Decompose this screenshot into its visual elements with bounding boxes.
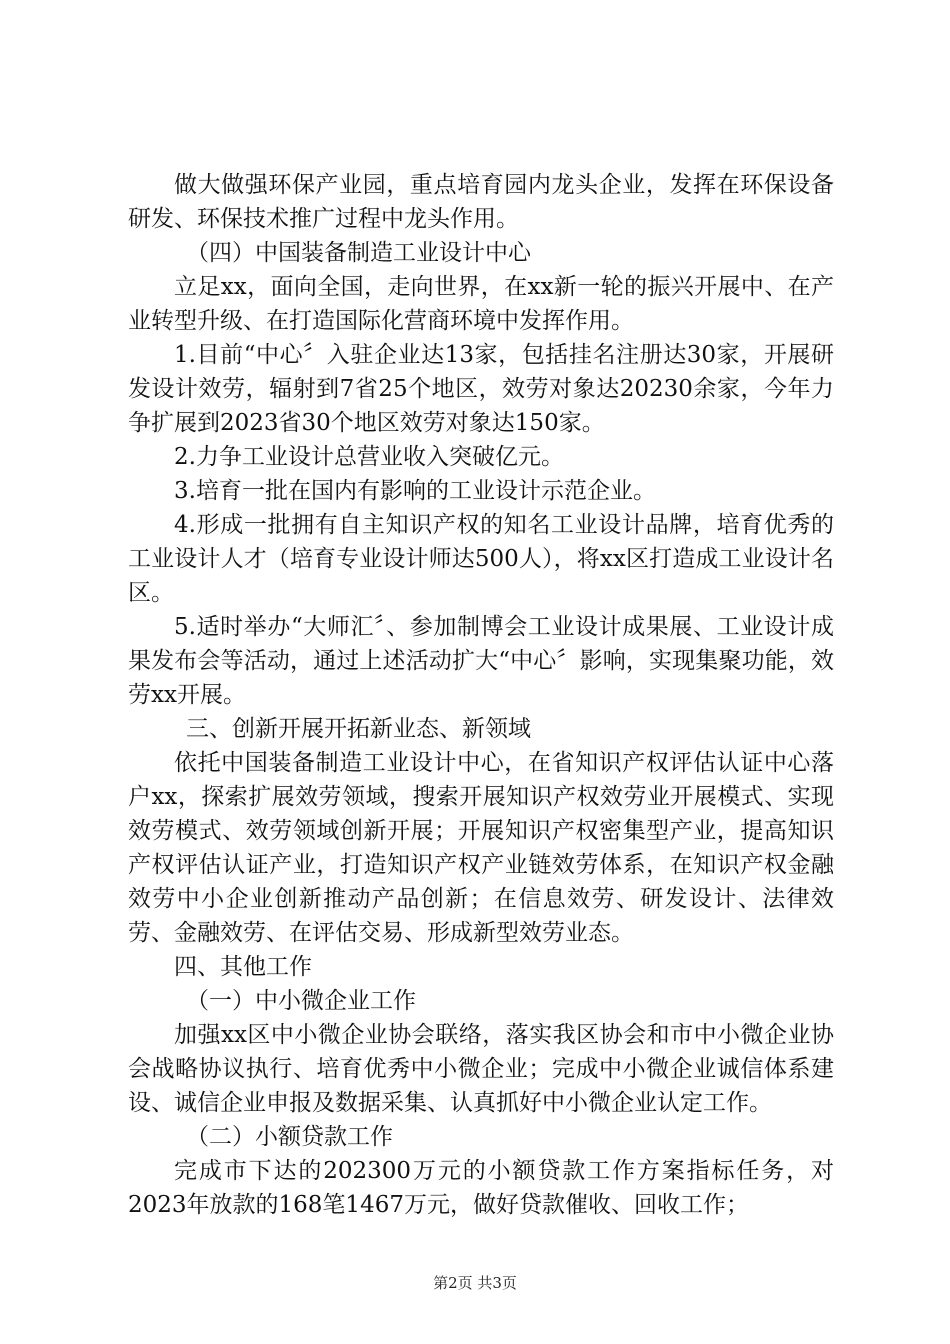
list-item-5: 5.适时举办“大师汇〞、参加制博会工业设计成果展、工业设计成果发布会等活动，通过上述活动扩大“中心〞影响，实现集聚功能，效劳xx开展。 [128,614,834,708]
document-body [128,168,834,1222]
list-item-1: 1.目前“中心〞入驻企业达13家，包括挂名注册达30家，开展研发设计效劳，辐射到7省25个地区，效劳对象达20230余家，今年力争扩展到2023省30个地区效劳对象达150家。 [128,342,834,436]
heading-microloan-work: （二）小额贷款工作 [186,1124,393,1150]
paragraph-environmental-park: 做大做强环保产业园，重点培育园内龙头企业，发挥在环保设备研发、环保技术推广过程中龙头作用。 [128,172,834,232]
list-item-2: 2.力争工业设计总营业收入突破亿元。 [174,444,564,470]
paragraph-sme-work: 加强xx区中小微企业协会联络，落实我区协会和市中小微企业协会战略协议执行、培育优秀中小微企业；完成中小微企业诚信体系建设、诚信企业申报及数据采集、认真抓好中小微企业认定工作。 [128,1022,834,1116]
heading-sme-work: （一）中小微企业工作 [186,988,416,1014]
page-footer: 第2页 共3页 [433,1274,517,1292]
list-item-4: 4.形成一批拥有自主知识产权的知名工业设计品牌，培育优秀的工业设计人才（培育专业设计师达500人），将xx区打造成工业设计名区。 [128,512,834,606]
heading-design-center: （四）中国装备制造工业设计中心 [186,240,531,266]
paragraph-ip-services: 依托中国装备制造工业设计中心，在省知识产权评估认证中心落户xx，探索扩展效劳领域，搜索开展知识产权效劳业开展模式、实现效劳模式、效劳领域创新开展；开展知识产权密集型产业，提高知识产权评估认证产业，打造知识产权产业链效劳体系，在知识产权金融效劳中小企业创新推动产品创新；在信息效劳、研发设计、法律效劳、金融效劳、在评估交易、形成新型效劳业态。 [128,750,834,946]
list-item-3: 3.培育一批在国内有影响的工业设计示范企业。 [174,478,656,504]
paragraph-design-center-intro: 立足xx，面向全国，走向世界，在xx新一轮的振兴开展中、在产业转型升级、在打造国际化营商环境中发挥作用。 [128,274,834,334]
paragraph-microloan-work: 完成市下达的202300万元的小额贷款工作方案指标任务，对2023年放款的168笔1467万元，做好贷款催收、回收工作； [128,1158,834,1218]
heading-section-four: 四、其他工作 [174,954,312,980]
heading-section-three: 三、创新开展开拓新业态、新领域 [186,716,531,742]
